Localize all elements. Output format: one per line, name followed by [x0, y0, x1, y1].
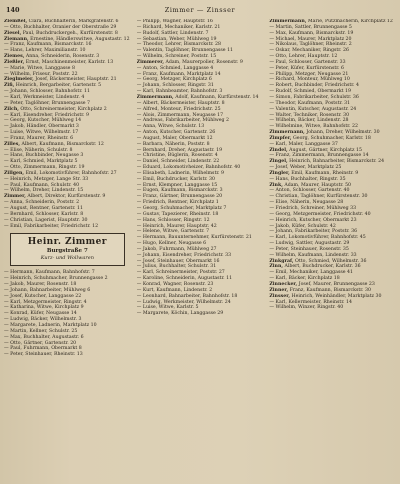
entry-text: — Peter, Küfer, Kurfürstenstr. 6 [269, 65, 344, 71]
entry-text: — Karl, Lokomotivführer, Bahnhofstr. 45 [269, 235, 366, 241]
entry-text: — Elise, Näherin, Schulstr. 8 [4, 147, 73, 153]
entry-text: — Wilhelmine, Witwe, Bahnhofstr. 22 [269, 124, 358, 130]
directory-column-3 [269, 19, 396, 481]
entry-text: — Jakob, Küfer, Schulstr. 42 [269, 223, 336, 229]
entry-list [4, 19, 131, 229]
entry-text: — Karl, Kellermeister, Rheinstr. 14 [269, 299, 352, 305]
entry-text: — Otto, Gärtner, Gartenstr. 20 [4, 340, 77, 346]
entry-text: — Richard, Mechaniker, Karlstr. 21 [136, 24, 221, 30]
entry-text: — Valentin, Kutscher, Augustastr. 24 [269, 106, 357, 112]
entry-surname: Zinner, [269, 287, 289, 293]
entry-text: Albert, Buchdrucker, Karlstr. 36 [284, 264, 361, 270]
advertisement-box [10, 233, 125, 266]
entry-text: Johann, Dreher, Wilhelmstr. 30 [306, 130, 380, 136]
entry-text: — Hans, Buchbinder, Neugasse 3 [4, 153, 84, 159]
entry-surname: Zindel, [269, 147, 288, 153]
entry-text: — Sebastian, Weber, Mühlweg 19 [136, 36, 217, 42]
directory-entry [137, 311, 264, 317]
entry-text: — Marie, Witwe, Langgasse 8 [4, 65, 75, 71]
entry-text: — Anton, Kutscher, Gartenstr. 26 [136, 130, 216, 136]
entry-text: — Daniel, Schneider, Lindenstr. 22 [136, 159, 220, 165]
entry-text: — Max, Buchhalter, Augustastr. 6 [4, 334, 84, 340]
entry-text: — Paul, Fuhrmann, Obermarkt 8 [4, 346, 82, 352]
entry-text: — Anna, Schneiderin, Poststr. 2 [4, 200, 80, 206]
entry-text: August, Gärtner, Kirchplatz 15 [289, 147, 362, 153]
entry-text: — Wilhelm, Bäcker, Lindenstr. 28 [269, 118, 349, 124]
entry-text: — Nikolaus, Taglöhner, Rheinstr. 2 [269, 42, 352, 48]
directory-entry [269, 305, 396, 311]
entry-text: — Georg, Metzger, Kirchplatz 6 [136, 77, 212, 83]
entry-text: — Helene, Witwe, Gartenstr. 7 [136, 229, 210, 235]
directory-columns [4, 19, 396, 481]
entry-list [269, 19, 396, 311]
entry-text: — Bernhard, Dreher, Augustastr. 19 [136, 147, 223, 153]
entry-text: Anna, Schneiderin, Rosenstr. 3 [25, 54, 100, 60]
entry-text: Adam, Maurer, Hauptstr. 50 [284, 182, 352, 188]
entry-text: — Karl, Werkmeister, Lindenstr. 4 [4, 94, 85, 100]
entry-text: — Karl, Bäcker, Kirchplatz 18 [269, 276, 340, 282]
entry-surname: Zillgen, [4, 170, 25, 176]
entry-surname: Zingler, [269, 170, 290, 176]
entry-surname: Zimmernann, [269, 130, 305, 136]
entry-text: — Johann, Bahnarbeiter, Mühlweg 6 [4, 287, 91, 293]
entry-text: — Otto, Zimmermann, Ringstr. 19 [4, 165, 85, 171]
entry-text: Josef, Bäckermeister, Hauptstr. 21 [35, 77, 117, 83]
entry-text: Clara, Buchhalterin, Markgrafenstr. 6 [28, 19, 119, 24]
entry-surname: Ziesel, [4, 30, 22, 36]
entry-text: — Robert, Buchbinder, Friedrichstr. 4 [269, 83, 359, 89]
directory-column-2 [137, 19, 264, 481]
entry-text: — Peter, Steinhauer, Rosenstr. 35 [269, 246, 349, 252]
entry-text: — Max, Kaufmann, Bismarckstr. 19 [269, 30, 354, 36]
entry-text: — Georg, Schuhmacher, Marktplatz 7 [136, 206, 227, 211]
entry-text: — Wilhelm, Friseur, Poststr. 22 [4, 71, 78, 77]
page-title: Zimmer — Zinsser [164, 6, 236, 14]
entry-text: — Johann, Schlosser, Bahnhofstr. 11 [4, 89, 90, 95]
entry-text: — Heinrich, Maurer, Hauptstr. 42 [136, 223, 217, 229]
entry-text: — Karoline, Schneiderin, Augustastr. 11 [136, 276, 233, 282]
ad-address: Burgstraße 7 [46, 248, 88, 255]
entry-text: — Josef, Kutscher, Langgasse 22 [4, 293, 82, 299]
entry-list [4, 270, 131, 358]
entry-text: — Luise, Witwe, Karlstr. 5 [136, 305, 199, 311]
entry-text: Albert, Direktor, Kurfürstenstr. 9 [27, 194, 106, 200]
entry-text: — Barbara, Näherin, Poststr. 8 [136, 141, 210, 147]
entry-text: — Wilhelm, Kaufmann, Lindenstr. 33 [269, 252, 357, 258]
entry-surname: Zieglmeier, [4, 77, 34, 83]
entry-text: Josef, Maurer, Brunnengasse 23 [298, 281, 375, 287]
entry-text: — Heinrich, Kutscher, Obermarkt 23 [269, 217, 357, 223]
entry-text: Emil, Lokomotivführer, Bahnhofstr. 27 [25, 170, 117, 176]
entry-text: Albert, Kaufmann, Bismarckstr. 12 [21, 141, 104, 147]
entry-text: Adolf, Kaufmann, Kurfürstenstr. 14 [175, 94, 259, 100]
entry-text: Georg, Schuhmacher, Karlstr. 18 [293, 135, 371, 141]
entry-text: — Emil, Mechaniker, Langgasse 41 [269, 270, 353, 276]
entry-text: — Anton, Schmied, Langgasse 4 [136, 65, 214, 71]
entry-text: — Wilhelm, Winzer, Ringstr. 40 [269, 305, 344, 311]
entry-text: — Theodor, Lehrer, Bismarckstr. 28 [136, 42, 222, 48]
entry-text: — Karl, Metzgermeister, Ringstr. 4 [4, 299, 87, 305]
entry-text: — Kurt, Kaufmann, Lindenstr. 2 [136, 287, 213, 293]
entry-text: — Walter, Techniker, Rosenstr. 30 [269, 112, 350, 118]
page-number: 140 [6, 6, 20, 14]
entry-text: — Friedrich, Schreiner, Mühlweg 33 [269, 206, 357, 211]
entry-text: — Franz, Zimmermann, Brunnengasse 14 [269, 153, 369, 159]
entry-text: — Michael, Maurer, Marktplatz 20 [269, 36, 352, 42]
entry-text: — Heinrich, Schuhmacher, Brunnengasse 2 [4, 276, 108, 282]
entry-text: — Rudolf, Schmied, Obermarkt 19 [269, 89, 352, 95]
entry-text: — Karl, Schmied, Marktplatz 5 [4, 159, 78, 165]
entry-surname: Zimmerer, [136, 59, 164, 65]
entry-text: Paul, Buchdruckergeh., Kurfürstenstr. 8 [22, 30, 118, 36]
entry-text: — Eugen, Kaufmann, Bismarckstr. 3 [136, 188, 223, 194]
entry-text: — Christine, Büglerin, Rosenstr. 4 [136, 153, 218, 159]
entry-text: — Hermann, Kaufmann, Bahnhofstr. 7 [4, 270, 95, 276]
entry-surname: Ziemann, [4, 36, 29, 42]
ad-business-name: Heinr. Zimmer [27, 237, 107, 248]
entry-text: — Oskar, Mechaniker, Ringstr. 26 [269, 48, 349, 54]
entry-text: — Hans, Schlosser, Ringstr. 12 [136, 217, 210, 223]
entry-surname: Ziemes, [4, 54, 25, 60]
entry-text: — Jakob, Fuhrmann, Mühlweg 27 [136, 246, 217, 252]
entry-text: — Valentin, Taglöhner, Brunnengasse 11 [136, 48, 234, 54]
entry-text: — Wilhelm, Dreher, Lindenstr. 15 [4, 188, 84, 194]
entry-text: — Paul, Schlosser, Gartenstr. 33 [269, 59, 346, 65]
entry-text: Marie, Putzmacherin, Kirchplatz 12 [307, 19, 393, 24]
entry-text: — Margarete, Ladnerin, Marktplatz 10 [4, 322, 97, 328]
entry-text: — Johann, Schlosser, Ringstr. 31 [136, 83, 214, 89]
entry-text: — Emil, Fabrikarbeiter, Friedrichstr. 12 [4, 223, 99, 229]
entry-text: — Martin, Kellner, Schulstr. 25 [4, 328, 78, 334]
entry-text: — Anna, Witwe, Schulstr. 13 [136, 124, 205, 130]
entry-text: — Alfred, Monteur, Friedrichstr. 25 [136, 106, 221, 112]
entry-surname: Zimmer, [4, 194, 26, 200]
entry-text: — Otto, Lehrer, Hauptstr. 12 [269, 54, 338, 60]
entry-text: — Karl, Schreinermeister, Poststr. 27 [136, 270, 225, 276]
entry-surname: Zink, [269, 182, 283, 188]
entry-surname: Zilch, [4, 106, 19, 112]
entry-surname: Zingel, [269, 159, 288, 165]
entry-text: — Johann, Eisendreher, Friedrichstr. 33 [136, 252, 232, 258]
entry-surname: Zinkgraf, [269, 258, 294, 264]
entry-text: — Karl, Maler, Langgasse 37 [269, 141, 338, 147]
directory-entry [4, 352, 131, 358]
entry-text: Otto, Schreinermeister, Kirchplatz 2 [20, 106, 107, 112]
entry-text: — Hermann, Bauunternehmer, Kurfürstenstr. 21 [136, 235, 252, 241]
entry-surname: Zimmermann, [269, 19, 307, 24]
entry-text: — Christian, Taglöhner, Kurfürstenstr. 30 [269, 194, 368, 200]
entry-text: — Jakob, Händler, Obermarkt 3 [4, 124, 79, 130]
entry-text: — Josef, Weber, Marktplatz 25 [269, 165, 342, 171]
entry-surname: Zinnecker, [269, 281, 298, 287]
entry-text: Heinrich, Bergarbeiter, Gartenstr. 5 [15, 83, 102, 89]
directory-entry [4, 224, 131, 230]
entry-text: — Johann, Fabrikarbeiter, Poststr. 36 [269, 229, 358, 235]
entry-surname: Zifi, [4, 83, 15, 89]
entry-text: — Leonhard, Bahnarbeiter, Bahnhofstr. 18 [136, 293, 238, 299]
entry-text: — Eduard, Lokomotivheizer, Bahnhofstr. 40 [136, 165, 241, 171]
entry-text: — Andreas, Fabrikarbeiter, Mühlweg 2 [136, 118, 230, 124]
page-header [4, 4, 396, 16]
entry-surname: Zimmermann, [136, 94, 174, 100]
entry-text: — Hugo, Kellner, Neugasse 6 [136, 241, 207, 247]
entry-text: — Simon, Fabrikarbeiter, Schulstr. 36 [269, 94, 359, 100]
entry-text: — Wilhelm, Schreiner, Poststr. 15 [136, 54, 217, 60]
entry-text: — Peter, Taglöhner, Brunnengasse 7 [4, 100, 91, 106]
entry-text: — Bernhard, Schlosser, Karlstr. 8 [4, 211, 84, 217]
entry-text: — Ludwig, Sattler, Augustastr. 29 [269, 241, 350, 247]
entry-text: — Konrad, Küfer, Neugasse 14 [4, 311, 77, 317]
entry-text: — Christian, Lagerist, Hauptstr. 30 [4, 217, 88, 223]
entry-text: — Karl, Eisendreher, Friedrichstr. 9 [4, 112, 89, 118]
entry-text: — Theodor, Kaufmann, Poststr. 31 [269, 100, 351, 106]
entry-text: — Philipp, Wagner, Hauptstr. 16 [136, 19, 213, 24]
directory-column-1 [4, 19, 131, 481]
entry-text: — Georg, Metzgermeister, Friedrichstr. 40 [269, 211, 371, 217]
entry-text: — Josef, Steinhauer, Obermarkt 16 [136, 258, 220, 264]
entry-surname: Zinn, [269, 264, 283, 270]
entry-text: — August, Rentner, Gartenstr. 11 [4, 206, 83, 211]
entry-text: — Martin, Sattler, Brunnengasse 5 [269, 24, 352, 30]
entry-text: Heinrich, Weinhändler, Marktplatz 30 [291, 293, 382, 299]
ad-slogan: Kurz- und Wollwaren [40, 255, 94, 262]
entry-text: — Elisabeth, Ladnerin, Wilhelmstr. 9 [136, 170, 225, 176]
entry-text: — Gustav, Tapezierer, Rheinstr. 18 [136, 211, 219, 217]
entry-text: — Konrad, Wagner, Rosenstr. 23 [136, 281, 214, 287]
entry-text: — Julius, Buchhalter, Schulstr. 31 [136, 264, 217, 270]
entry-text: — Otto, Buchhalter, Oranier der Oberstraße 29 [4, 24, 117, 30]
entry-text: — Ludwig, Werkmeister, Wilhelmstr. 24 [136, 299, 231, 305]
entry-surname: Zießler, [4, 59, 25, 65]
entry-text: — Richard, Monteur, Mühlweg 10 [269, 77, 350, 83]
entry-text: Ernestine, Händlerswitwe, Augustastr. 12 [30, 36, 130, 42]
entry-text: — Philipp, Metzger, Neugasse 21 [269, 71, 349, 77]
entry-text: — Franz, Gärtner, Brunnengasse 20 [136, 194, 223, 200]
entry-text: Franz, Kaufmann, Bismarckstr. 30 [289, 287, 371, 293]
entry-surname: Zilles, [4, 141, 21, 147]
entry-surname: Zimpfer, [269, 135, 292, 141]
entry-text: — Katharina, Witwe, Kirchplatz 9 [4, 305, 84, 311]
entry-text: — Paul, Kaufmann, Schulstr. 40 [4, 182, 80, 188]
entry-text: — Luise, Witwe, Wilhelmstr. 17 [4, 130, 79, 136]
entry-text: — Jakob, Maurer, Rosenstr. 18 [4, 282, 77, 288]
entry-text: — Friedrich, Rentner, Kirchplatz 1 [136, 200, 219, 206]
entry-text: Ernst, Maschinenmeister, Karlstr. 13 [25, 59, 114, 65]
entry-text: — Emil, Buchdrucker, Karlstr. 30 [136, 176, 216, 182]
entry-text: — Karl, Bahnbeamter, Bahnhofstr. 3 [136, 89, 223, 95]
entry-text: — Peter, Steinhauer, Rheinstr. 13 [4, 352, 83, 358]
entry-text: — Hans, Lehrer, Maximilianstr. 10 [4, 48, 86, 54]
entry-text: — August, Maler, Obermarkt 12 [136, 135, 213, 141]
entry-surname: Zinsser, [269, 293, 290, 299]
entry-text: Adam, Maurerpolier, Rosenstr. 9 [165, 59, 243, 65]
entry-text: — Franz, Kaufmann, Bismarckstr. 16 [4, 42, 92, 48]
entry-text: — Ernst, Klempner, Langgasse 15 [136, 182, 218, 188]
entry-text: — Albert, Bäckermeister, Hauptstr. 8 [136, 100, 225, 106]
entry-text: — Franz, Maurer, Rheinstr. 6 [4, 135, 74, 141]
entry-surname: Ziemßel, [4, 19, 28, 24]
entry-text: — Anton, Schlosser, Gartenstr. 40 [269, 188, 350, 194]
entry-text: — Hans, Buchhalter, Ringstr. 35 [269, 176, 346, 182]
entry-text: — Alois, Zimmermann, Neugasse 17 [136, 112, 224, 118]
entry-text: — Georg, Kutscher, Mühlweg 14 [4, 118, 82, 124]
entry-text: Emil, Kaufmann, Rheinstr. 9 [291, 170, 359, 176]
entry-text: — Heinrich, Metzger, Lange Str. 33 [4, 176, 89, 182]
entry-text: — Franz, Kaufmann, Marktplatz 14 [136, 71, 221, 77]
entry-text: — Rudolf, Sattler, Lindenstr. 7 [136, 30, 209, 36]
entry-text: Heinrich, Bahnarbeiter, Bismarckstr. 24 [289, 159, 385, 165]
entry-text: — Elise, Näherin, Neugasse 28 [269, 200, 344, 206]
entry-text: — Ludwig, Bäcker, Wilhelmstr. 3 [4, 317, 82, 323]
entry-text: — Margarete, Köchin, Langgasse 29 [136, 311, 224, 317]
entry-text: Otto, Schmied, Wilhelmstr. 36 [295, 258, 367, 264]
entry-list [137, 19, 264, 317]
